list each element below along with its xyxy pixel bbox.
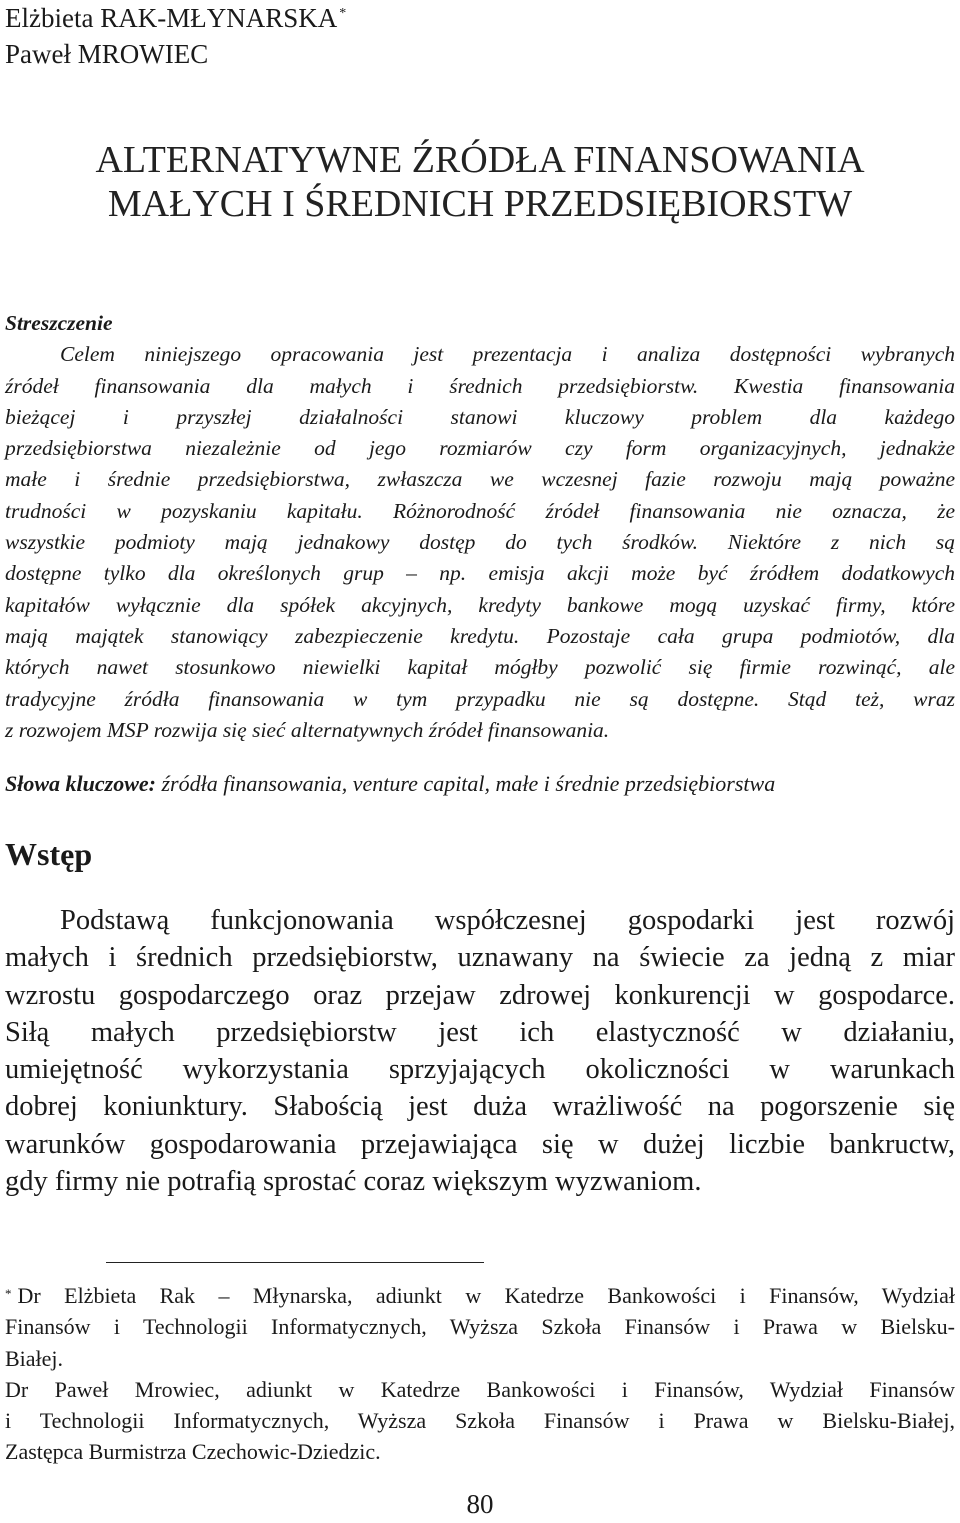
- footnote-mark: *: [5, 1286, 12, 1301]
- footnote-separator: [106, 1262, 484, 1263]
- abstract-line: tradycyjne źródła finansowania w tym przypadku nie są dostępne. Stąd też, wraz: [5, 686, 955, 711]
- intro-paragraph: [5, 902, 955, 1200]
- abstract-line: których nawet stosunkowo niewielki kapitał mógłby pozwolić się firmie rozwinąć, ale: [5, 655, 955, 680]
- footnote-line: Finansów i Technologii Informatycznych, Wyższa Szkoła Finansów i Prawa w Bielsku-: [5, 1314, 955, 1340]
- author-2-name: Paweł MROWIEC: [5, 39, 209, 69]
- intro-line: Podstawą funkcjonowania współczesnej gospodarki jest rozwój: [60, 905, 955, 936]
- abstract-heading: Streszczenie: [5, 311, 113, 335]
- abstract-line: trudności w pozyskaniu kapitału. Różnorodność źródeł finansowania nie oznacza, że: [5, 498, 955, 523]
- section-heading: Wstęp: [5, 836, 93, 872]
- abstract-line: bieżącej i przyszłej działalności stanowi kluczowy problem dla każdego: [5, 404, 955, 429]
- author-line-1: [5, 0, 346, 36]
- abstract-line: dostępne tylko dla określonych grup – np. emisja akcji może być źródłem dodatkowych: [5, 561, 955, 586]
- footnote-line: Dr Paweł Mrowiec, adiunkt w Katedrze Bankowości i Finansów, Wydział Finansów: [5, 1376, 955, 1402]
- abstract-body: [5, 339, 955, 746]
- footnote-1-text: Dr Elżbieta Rak – Młynarska, adiunkt w Katedrze Bankowości i Finansów, Wydział: [17, 1283, 955, 1308]
- keywords: [5, 769, 955, 799]
- footnote-line: Zastępca Burmistrza Czechowic-Dziedzic.: [5, 1439, 381, 1465]
- abstract: [5, 308, 955, 746]
- keywords-label: Słowa kluczowe:: [5, 771, 156, 796]
- footnote-line: i Technologii Informatycznych, Wyższa Szkoła Finansów i Prawa w Bielsku-Białej,: [5, 1408, 955, 1434]
- title-line-2: MAŁYCH I ŚREDNICH PRZEDSIĘBIORSTW: [107, 183, 853, 225]
- abstract-line: przedsiębiorstwa niezależnie od jego rozmiarów czy form organizacyjnych, jednakże: [5, 436, 955, 461]
- intro-line: gdy firmy nie potrafią sprostać coraz większym wyzwaniom.: [5, 1166, 702, 1198]
- intro-line: Siłą małych przedsiębiorstw jest ich elastyczność w działaniu,: [5, 1016, 955, 1048]
- abstract-line: mają majątek stanowiący zabezpieczenie kredytu. Pozostaje cała grupa podmiotów, dla: [5, 623, 955, 648]
- abstract-line: małe i średnie przedsiębiorstwa, zwłaszcza we wczesnej fazie rozwoju mają poważne: [5, 467, 955, 492]
- intro-line: dobrej koniunktury. Słabością jest duża wrażliwość na pogorszenie się: [5, 1091, 955, 1123]
- abstract-line: kapitałów wyłącznie dla spółek akcyjnych, kredyty bankowe mogą uzyskać firmy, które: [5, 592, 955, 617]
- keywords-text: źródła finansowania, venture capital, małe i średnie przedsiębiorstwa: [161, 771, 776, 796]
- abstract-line: źródeł finansowania dla małych i średnich przedsiębiorstw. Kwestia finansowania: [5, 373, 955, 398]
- paper-title: [0, 138, 960, 226]
- footnote-line: [5, 1280, 955, 1311]
- footnotes: [5, 1280, 955, 1468]
- author-1-footnote-mark: *: [339, 6, 347, 21]
- intro-line: wzrostu gospodarczego oraz przejaw zdrowej konkurencji w gospodarce.: [5, 979, 955, 1011]
- author-1-name: Elżbieta RAK-MŁYNARSKA: [5, 3, 338, 33]
- intro-line: małych i średnich przedsiębiorstw, uznawany na świecie za jedną z miar: [5, 942, 955, 974]
- author-block: [5, 0, 346, 72]
- abstract-line: z rozwojem MSP rozwija się sieć alternatywnych źródeł finansowania.: [5, 717, 610, 742]
- abstract-line: Celem niniejszego opracowania jest prezentacja i analiza dostępności wybranych: [60, 342, 955, 367]
- page-number: 80: [466, 1489, 494, 1519]
- footnote-line: Białej.: [5, 1345, 64, 1371]
- intro-line: umiejętność wykorzystania sprzyjających okoliczności w warunkach: [5, 1054, 955, 1086]
- intro-line: warunków gospodarowania przejawiająca się w dużej liczbie bankructw,: [5, 1128, 955, 1160]
- abstract-line: wszystkie podmioty mają jednakowy dostęp do tych środków. Niektóre z nich są: [5, 530, 955, 555]
- title-line-1: ALTERNATYWNE ŹRÓDŁA FINANSOWANIA: [95, 139, 865, 181]
